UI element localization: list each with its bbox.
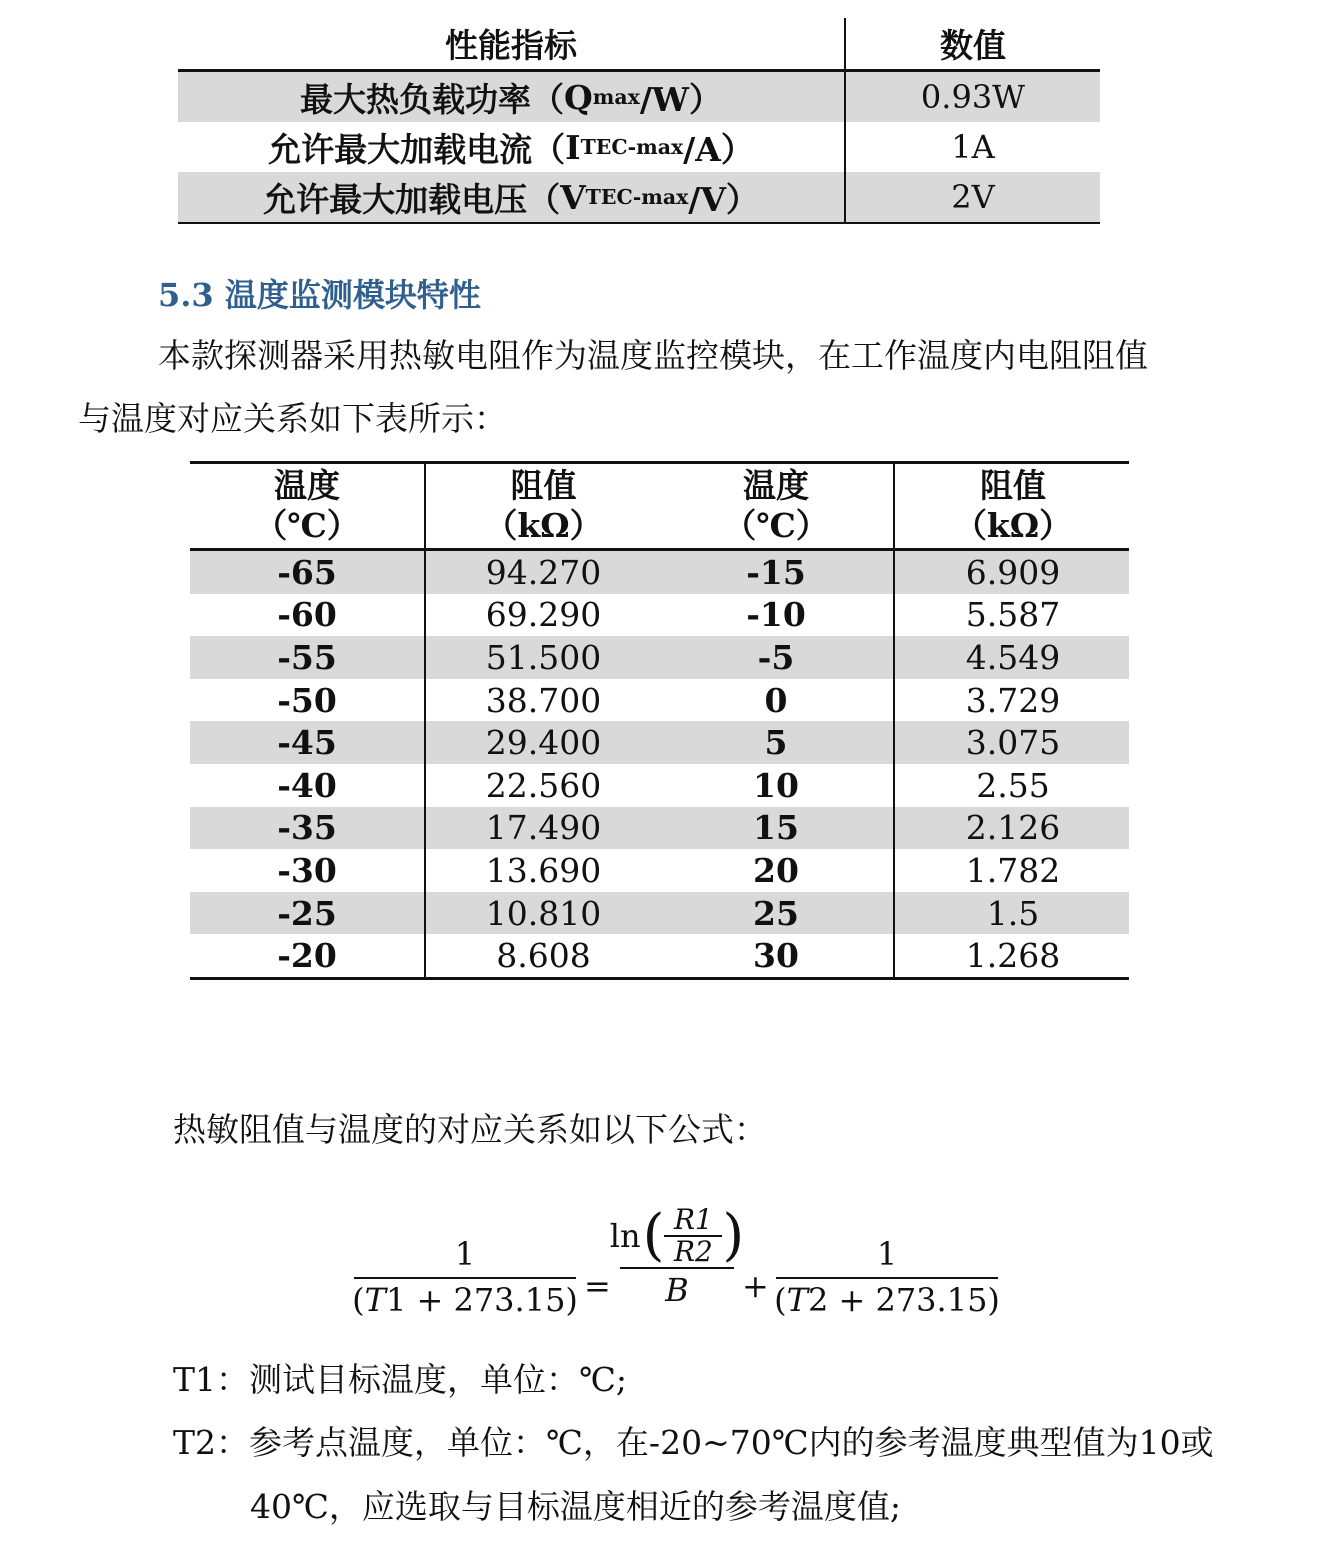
definition-t1: T1：测试目标温度，单位：℃; bbox=[173, 1360, 628, 1399]
temperature-cell: -55 bbox=[277, 637, 337, 677]
resistance-cell: 94.270 bbox=[424, 551, 661, 594]
temperature-cell: -5 bbox=[757, 637, 795, 677]
temperature-cell: -65 bbox=[277, 552, 337, 592]
formula-denominator-left: (T1 + 273.15) bbox=[352, 1281, 578, 1319]
header-unit: （kΩ） bbox=[953, 506, 1073, 545]
formula-ln: ln bbox=[609, 1217, 641, 1255]
definition-t2-line2: 40℃，应选取与目标温度相近的参考温度值; bbox=[250, 1487, 902, 1526]
spec-param-label: 允许最大加载电压（ bbox=[263, 179, 561, 219]
spec-header-value: 数值 bbox=[940, 26, 1006, 65]
intro-paragraph-line2: 与温度对应关系如下表所示： bbox=[78, 399, 507, 438]
header-name: 温度 bbox=[743, 466, 809, 505]
resistance-cell: 29.400 bbox=[424, 721, 661, 764]
formula-ratio bbox=[664, 1205, 722, 1267]
header-unit: （℃） bbox=[723, 506, 829, 545]
spec-row bbox=[178, 172, 1100, 224]
header-cell bbox=[893, 464, 1131, 548]
temperature-cell: -50 bbox=[277, 680, 337, 720]
formula-intro: 热敏阻值与温度的对应关系如以下公式： bbox=[173, 1110, 767, 1149]
resistance-cell: 2.55 bbox=[893, 764, 1131, 807]
resistance-cell: 3.075 bbox=[893, 721, 1131, 764]
temperature-cell: -45 bbox=[277, 723, 337, 763]
spec-param-label: 最大热负载功率（ bbox=[300, 79, 565, 119]
spec-row bbox=[178, 122, 1100, 172]
header-cell bbox=[190, 464, 424, 548]
temperature-cell: 25 bbox=[753, 893, 799, 933]
table-row bbox=[190, 551, 1129, 594]
resistance-cell: 3.729 bbox=[893, 679, 1131, 722]
formula-equals: = bbox=[584, 1267, 611, 1305]
formula-r2: R2 bbox=[673, 1235, 713, 1268]
temperature-cell: -25 bbox=[277, 893, 337, 933]
resistance-cell: 17.490 bbox=[424, 807, 661, 850]
table-row bbox=[190, 892, 1129, 935]
header-cell bbox=[424, 464, 661, 548]
resistance-cell: 1.782 bbox=[893, 849, 1131, 892]
header-cell bbox=[659, 464, 893, 548]
spec-param-symbol: I bbox=[565, 127, 581, 167]
formula-r1: R1 bbox=[673, 1203, 713, 1236]
resistance-cell: 6.909 bbox=[893, 551, 1131, 594]
temperature-cell: 20 bbox=[753, 850, 799, 890]
thermistor-table bbox=[190, 461, 1129, 980]
resistance-cell: 10.810 bbox=[424, 892, 661, 935]
spec-param-subscript: max bbox=[592, 85, 640, 109]
formula-middle-fraction bbox=[609, 1203, 745, 1309]
table-row bbox=[190, 764, 1129, 807]
table-row bbox=[190, 849, 1129, 892]
spec-value: 0.93W bbox=[920, 78, 1026, 116]
header-unit: （kΩ） bbox=[484, 506, 603, 545]
temperature-cell: -60 bbox=[277, 595, 337, 635]
resistance-cell: 8.608 bbox=[424, 934, 661, 977]
formula-denominator-right: (T2 + 273.15) bbox=[774, 1281, 1000, 1319]
resistance-cell: 51.500 bbox=[424, 636, 661, 679]
resistance-cell: 38.700 bbox=[424, 679, 661, 722]
temperature-cell: 5 bbox=[764, 723, 788, 763]
spec-value: 1A bbox=[951, 128, 995, 166]
resistance-cell: 69.290 bbox=[424, 594, 661, 637]
spec-param-unit: /V） bbox=[688, 179, 759, 219]
table-row bbox=[190, 679, 1129, 722]
resistance-cell: 1.5 bbox=[893, 892, 1131, 935]
formula-b: B bbox=[665, 1271, 689, 1309]
resistance-cell: 5.587 bbox=[893, 594, 1131, 637]
table-row bbox=[190, 721, 1129, 764]
spec-param-symbol: V bbox=[560, 177, 586, 217]
spec-header-param: 性能指标 bbox=[445, 26, 577, 65]
formula-plus: + bbox=[742, 1267, 769, 1305]
spec-param-unit: /W） bbox=[639, 79, 722, 119]
temperature-cell: 10 bbox=[753, 765, 799, 805]
table-row bbox=[190, 594, 1129, 637]
formula-ln-term: ln ( R1 R2 ) bbox=[609, 1203, 745, 1268]
section-heading: 5.3 温度监测模块特性 bbox=[158, 276, 481, 314]
header-name: 阻值 bbox=[510, 466, 577, 505]
resistance-cell: 22.560 bbox=[424, 764, 661, 807]
spec-table-header bbox=[178, 18, 1100, 72]
definition-t2-line1: T2：参考点温度，单位：℃，在-20~70℃内的参考温度典型值为10或 bbox=[173, 1423, 1214, 1462]
thermistor-formula bbox=[354, 1205, 1014, 1335]
header-unit: （℃） bbox=[254, 506, 360, 545]
resistance-cell: 13.690 bbox=[424, 849, 661, 892]
table-row bbox=[190, 807, 1129, 850]
spec-value: 2V bbox=[951, 178, 995, 216]
intro-paragraph-line1: 本款探测器采用热敏电阻作为温度监控模块，在工作温度内电阻阻值 bbox=[158, 336, 1148, 375]
resistance-cell: 2.126 bbox=[893, 807, 1131, 850]
spec-param-symbol: Q bbox=[564, 77, 593, 117]
temperature-cell: -40 bbox=[277, 765, 337, 805]
thermistor-table-header bbox=[190, 464, 1129, 551]
table-row bbox=[190, 636, 1129, 679]
spec-row bbox=[178, 72, 1100, 122]
temperature-cell: -10 bbox=[746, 595, 806, 635]
temperature-cell: 30 bbox=[753, 936, 799, 976]
header-name: 温度 bbox=[274, 466, 340, 505]
spec-param-label: 允许最大加载电流（ bbox=[268, 129, 566, 169]
header-name: 阻值 bbox=[980, 466, 1046, 505]
formula-numerator: 1 bbox=[876, 1235, 898, 1273]
temperature-cell: 15 bbox=[753, 808, 799, 848]
spec-param-unit: /A） bbox=[683, 129, 754, 169]
temperature-cell: -35 bbox=[277, 808, 337, 848]
temperature-cell: -30 bbox=[277, 850, 337, 890]
spec-table bbox=[178, 18, 1100, 224]
resistance-cell: 4.549 bbox=[893, 636, 1131, 679]
formula-left-fraction bbox=[354, 1235, 576, 1319]
formula-numerator: 1 bbox=[454, 1235, 476, 1273]
thermistor-table-body bbox=[190, 551, 1129, 977]
formula-right-fraction bbox=[776, 1235, 998, 1319]
resistance-cell: 1.268 bbox=[893, 934, 1131, 977]
spec-param-subscript: TEC-max bbox=[585, 185, 689, 209]
temperature-cell: -20 bbox=[277, 936, 337, 976]
temperature-cell: 0 bbox=[764, 680, 788, 720]
table-row bbox=[190, 934, 1129, 977]
temperature-cell: -15 bbox=[746, 552, 806, 592]
spec-param-subscript: TEC-max bbox=[580, 135, 684, 159]
